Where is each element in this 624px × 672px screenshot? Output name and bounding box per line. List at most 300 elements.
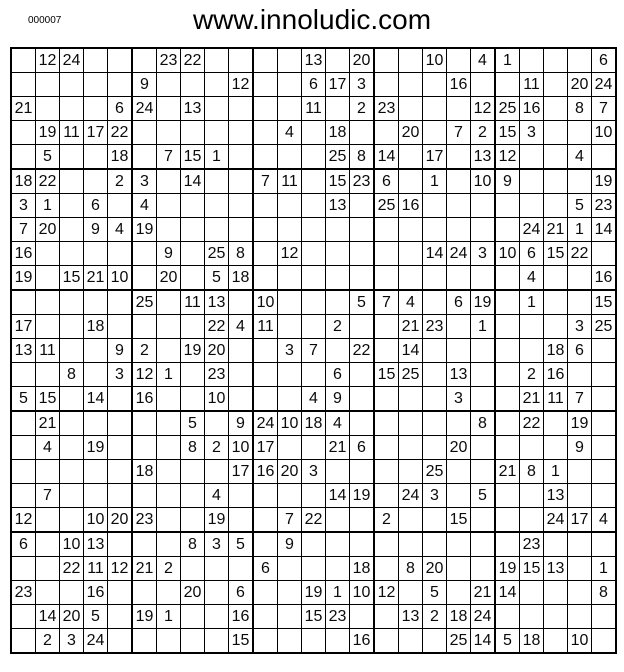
grid-cell-given: 12 — [108, 557, 133, 581]
grid-cell-empty — [278, 484, 302, 508]
grid-cell-empty — [423, 339, 447, 363]
grid-cell-given: 18 — [447, 605, 471, 629]
grid-cell-empty — [108, 411, 133, 436]
grid-cell-empty — [520, 145, 544, 170]
grid-cell-empty — [568, 290, 592, 315]
grid-cell-given: 1 — [544, 460, 568, 484]
grid-cell-empty — [253, 73, 278, 97]
grid-cell-given: 4 — [132, 194, 157, 218]
grid-cell-empty — [350, 242, 375, 266]
grid-cell-empty — [495, 532, 520, 557]
grid-row — [11, 557, 616, 581]
grid-cell-empty — [544, 145, 568, 170]
grid-cell-empty — [181, 508, 205, 533]
grid-cell-given: 10 — [592, 121, 617, 145]
grid-cell-given: 21 — [84, 266, 108, 291]
grid-cell-empty — [326, 508, 350, 533]
grid-cell-empty — [229, 290, 254, 315]
grid-cell-given: 13 — [544, 557, 568, 581]
grid-cell-empty — [568, 48, 592, 73]
grid-cell-given: 20 — [568, 73, 592, 97]
grid-row — [11, 508, 616, 533]
grid-cell-empty — [302, 169, 326, 194]
grid-cell-given: 21 — [399, 315, 423, 339]
grid-cell-empty — [36, 460, 60, 484]
grid-cell-given: 5 — [84, 605, 108, 629]
grid-cell-given: 4 — [568, 145, 592, 170]
grid-cell-empty — [132, 121, 157, 145]
grid-cell-given: 10 — [278, 411, 302, 436]
grid-cell-given: 8 — [520, 460, 544, 484]
grid-cell-empty — [568, 460, 592, 484]
grid-cell-empty — [253, 266, 278, 291]
grid-cell-given: 10 — [253, 290, 278, 315]
grid-cell-given: 2 — [423, 605, 447, 629]
grid-cell-given: 9 — [108, 339, 133, 363]
grid-cell-given: 7 — [592, 97, 617, 121]
grid-cell-given: 19 — [568, 411, 592, 436]
grid-cell-given: 18 — [326, 121, 350, 145]
grid-cell-empty — [374, 460, 399, 484]
grid-cell-empty — [399, 145, 423, 170]
grid-cell-given: 23 — [350, 169, 375, 194]
grid-cell-given: 3 — [60, 629, 84, 654]
grid-cell-given: 16 — [399, 194, 423, 218]
grid-cell-empty — [592, 460, 617, 484]
grid-cell-given: 2 — [350, 97, 375, 121]
grid-cell-empty — [11, 629, 36, 654]
grid-cell-empty — [108, 290, 133, 315]
grid-cell-empty — [447, 484, 471, 508]
grid-cell-given: 5 — [350, 290, 375, 315]
grid-cell-given: 21 — [520, 387, 544, 412]
grid-cell-given: 25 — [495, 97, 520, 121]
grid-cell-empty — [592, 242, 617, 266]
grid-cell-empty — [132, 411, 157, 436]
grid-cell-empty — [326, 242, 350, 266]
grid-cell-given: 5 — [423, 581, 447, 605]
grid-cell-empty — [11, 557, 36, 581]
grid-cell-empty — [495, 339, 520, 363]
grid-cell-empty — [253, 605, 278, 629]
grid-cell-empty — [520, 436, 544, 460]
grid-cell-empty — [181, 194, 205, 218]
grid-cell-empty — [108, 484, 133, 508]
grid-cell-empty — [447, 145, 471, 170]
grid-cell-given: 8 — [471, 411, 496, 436]
grid-cell-empty — [278, 48, 302, 73]
grid-cell-given: 7 — [302, 339, 326, 363]
grid-cell-given: 4 — [108, 218, 133, 242]
grid-cell-empty — [181, 605, 205, 629]
grid-cell-empty — [205, 605, 229, 629]
grid-cell-given: 1 — [326, 581, 350, 605]
grid-cell-given: 12 — [132, 363, 157, 387]
grid-cell-given: 3 — [278, 339, 302, 363]
grid-cell-empty — [278, 436, 302, 460]
grid-cell-empty — [423, 218, 447, 242]
grid-cell-empty — [447, 169, 471, 194]
grid-cell-given: 22 — [181, 48, 205, 73]
grid-cell-empty — [181, 242, 205, 266]
grid-cell-empty — [374, 629, 399, 654]
grid-cell-empty — [374, 242, 399, 266]
grid-cell-empty — [84, 169, 108, 194]
grid-cell-empty — [84, 242, 108, 266]
grid-cell-empty — [302, 315, 326, 339]
grid-cell-given: 3 — [108, 363, 133, 387]
grid-cell-empty — [568, 266, 592, 291]
grid-cell-empty — [302, 242, 326, 266]
grid-cell-empty — [205, 411, 229, 436]
grid-cell-empty — [60, 339, 84, 363]
grid-cell-empty — [11, 436, 36, 460]
grid-cell-empty — [108, 194, 133, 218]
grid-cell-empty — [447, 48, 471, 73]
grid-cell-given: 24 — [60, 48, 84, 73]
grid-cell-empty — [568, 605, 592, 629]
grid-cell-empty — [350, 121, 375, 145]
grid-cell-empty — [326, 290, 350, 315]
grid-cell-empty — [108, 581, 133, 605]
grid-cell-empty — [568, 484, 592, 508]
grid-cell-empty — [229, 97, 254, 121]
grid-cell-empty — [11, 121, 36, 145]
grid-cell-empty — [11, 411, 36, 436]
grid-cell-empty — [157, 436, 181, 460]
grid-cell-empty — [544, 194, 568, 218]
grid-cell-given: 4 — [36, 436, 60, 460]
grid-cell-empty — [471, 532, 496, 557]
grid-cell-given: 25 — [205, 242, 229, 266]
grid-cell-empty — [471, 460, 496, 484]
grid-row — [11, 218, 616, 242]
grid-cell-empty — [157, 484, 181, 508]
grid-cell-empty — [108, 48, 133, 73]
grid-cell-given: 19 — [36, 121, 60, 145]
grid-cell-empty — [495, 508, 520, 533]
grid-cell-given: 25 — [447, 629, 471, 654]
grid-cell-given: 4 — [326, 411, 350, 436]
grid-cell-given: 7 — [11, 218, 36, 242]
grid-cell-empty — [60, 436, 84, 460]
grid-cell-given: 16 — [253, 460, 278, 484]
grid-cell-empty — [399, 411, 423, 436]
grid-cell-empty — [278, 581, 302, 605]
grid-cell-given: 24 — [592, 73, 617, 97]
grid-cell-given: 20 — [350, 48, 375, 73]
grid-cell-given: 9 — [278, 532, 302, 557]
grid-cell-empty — [520, 484, 544, 508]
grid-cell-empty — [181, 484, 205, 508]
grid-cell-empty — [544, 48, 568, 73]
grid-cell-empty — [229, 387, 254, 412]
grid-cell-empty — [520, 315, 544, 339]
grid-cell-given: 2 — [36, 629, 60, 654]
grid-cell-given: 20 — [278, 460, 302, 484]
grid-cell-empty — [423, 97, 447, 121]
grid-cell-empty — [544, 169, 568, 194]
grid-cell-given: 4 — [205, 484, 229, 508]
grid-row — [11, 169, 616, 194]
grid-cell-empty — [278, 557, 302, 581]
grid-cell-given: 16 — [447, 73, 471, 97]
grid-cell-empty — [36, 97, 60, 121]
grid-cell-given: 13 — [11, 339, 36, 363]
grid-cell-given: 13 — [302, 48, 326, 73]
grid-cell-given: 11 — [302, 97, 326, 121]
grid-cell-empty — [447, 339, 471, 363]
puzzle-grid — [10, 47, 617, 654]
grid-cell-given: 7 — [568, 387, 592, 412]
grid-cell-empty — [495, 194, 520, 218]
grid-cell-given: 25 — [423, 460, 447, 484]
grid-cell-empty — [302, 145, 326, 170]
grid-cell-empty — [278, 315, 302, 339]
grid-cell-empty — [229, 339, 254, 363]
grid-cell-empty — [520, 169, 544, 194]
grid-cell-given: 4 — [229, 315, 254, 339]
grid-cell-empty — [60, 97, 84, 121]
grid-cell-empty — [374, 532, 399, 557]
grid-cell-given: 5 — [568, 194, 592, 218]
grid-cell-given: 6 — [374, 169, 399, 194]
grid-cell-given: 7 — [36, 484, 60, 508]
grid-cell-empty — [108, 460, 133, 484]
grid-cell-empty — [302, 121, 326, 145]
grid-cell-given: 13 — [205, 290, 229, 315]
grid-cell-empty — [592, 436, 617, 460]
grid-cell-given: 10 — [471, 169, 496, 194]
grid-cell-empty — [350, 460, 375, 484]
grid-cell-given: 19 — [471, 290, 496, 315]
grid-cell-empty — [350, 194, 375, 218]
grid-cell-empty — [423, 411, 447, 436]
grid-cell-given: 23 — [592, 194, 617, 218]
grid-cell-empty — [278, 605, 302, 629]
grid-cell-empty — [399, 532, 423, 557]
grid-cell-empty — [374, 605, 399, 629]
grid-cell-given: 24 — [132, 97, 157, 121]
grid-cell-given: 4 — [520, 266, 544, 291]
grid-cell-given: 14 — [374, 145, 399, 170]
grid-cell-empty — [108, 315, 133, 339]
grid-cell-given: 3 — [350, 73, 375, 97]
grid-cell-empty — [326, 557, 350, 581]
grid-cell-empty — [374, 315, 399, 339]
grid-cell-given: 14 — [181, 169, 205, 194]
grid-cell-empty — [84, 290, 108, 315]
grid-cell-empty — [471, 73, 496, 97]
grid-cell-empty — [278, 363, 302, 387]
grid-cell-given: 22 — [60, 557, 84, 581]
grid-cell-given: 14 — [84, 387, 108, 412]
grid-cell-empty — [84, 363, 108, 387]
grid-cell-empty — [157, 339, 181, 363]
grid-cell-given: 13 — [181, 97, 205, 121]
grid-cell-empty — [471, 194, 496, 218]
grid-cell-empty — [84, 73, 108, 97]
grid-cell-given: 16 — [84, 581, 108, 605]
grid-cell-empty — [132, 48, 157, 73]
grid-cell-empty — [181, 460, 205, 484]
grid-cell-given: 20 — [447, 436, 471, 460]
grid-cell-given: 13 — [84, 532, 108, 557]
grid-cell-empty — [423, 290, 447, 315]
grid-cell-given: 15 — [229, 629, 254, 654]
grid-cell-given: 2 — [471, 121, 496, 145]
grid-cell-given: 13 — [399, 605, 423, 629]
grid-cell-given: 22 — [302, 508, 326, 533]
grid-cell-given: 2 — [374, 508, 399, 533]
grid-cell-given: 23 — [205, 363, 229, 387]
grid-cell-given: 6 — [229, 581, 254, 605]
grid-cell-empty — [544, 121, 568, 145]
grid-cell-empty — [36, 266, 60, 291]
grid-cell-empty — [350, 363, 375, 387]
grid-row — [11, 315, 616, 339]
grid-cell-given: 14 — [326, 484, 350, 508]
grid-cell-empty — [205, 48, 229, 73]
grid-cell-empty — [350, 411, 375, 436]
grid-cell-given: 23 — [326, 605, 350, 629]
grid-cell-empty — [568, 169, 592, 194]
grid-cell-empty — [11, 48, 36, 73]
grid-cell-given: 11 — [36, 339, 60, 363]
grid-cell-empty — [544, 290, 568, 315]
grid-cell-empty — [157, 218, 181, 242]
grid-cell-given: 6 — [253, 557, 278, 581]
grid-cell-empty — [181, 315, 205, 339]
grid-cell-empty — [278, 194, 302, 218]
grid-cell-empty — [132, 242, 157, 266]
grid-cell-given: 17 — [423, 145, 447, 170]
grid-cell-given: 9 — [568, 436, 592, 460]
grid-cell-given: 13 — [544, 484, 568, 508]
grid-cell-given: 23 — [11, 581, 36, 605]
grid-cell-empty — [84, 411, 108, 436]
grid-cell-given: 19 — [11, 266, 36, 291]
grid-cell-empty — [374, 121, 399, 145]
grid-cell-given: 19 — [205, 508, 229, 533]
grid-cell-empty — [11, 73, 36, 97]
grid-cell-empty — [60, 411, 84, 436]
grid-cell-given: 13 — [447, 363, 471, 387]
grid-cell-given: 10 — [108, 266, 133, 291]
puzzle-number: 000007 — [28, 15, 62, 26]
grid-cell-given: 24 — [253, 411, 278, 436]
grid-cell-given: 21 — [495, 460, 520, 484]
grid-cell-empty — [350, 508, 375, 533]
grid-cell-empty — [399, 387, 423, 412]
grid-cell-given: 1 — [495, 48, 520, 73]
grid-cell-given: 24 — [471, 605, 496, 629]
grid-cell-empty — [592, 532, 617, 557]
grid-cell-given: 6 — [326, 363, 350, 387]
grid-cell-given: 9 — [132, 73, 157, 97]
grid-row — [11, 242, 616, 266]
grid-row — [11, 605, 616, 629]
grid-cell-empty — [108, 242, 133, 266]
grid-cell-empty — [592, 145, 617, 170]
grid-cell-given: 12 — [11, 508, 36, 533]
grid-cell-empty — [374, 73, 399, 97]
grid-cell-empty — [60, 460, 84, 484]
grid-cell-empty — [157, 315, 181, 339]
grid-cell-given: 19 — [495, 557, 520, 581]
grid-cell-empty — [447, 315, 471, 339]
grid-cell-empty — [520, 194, 544, 218]
grid-cell-given: 22 — [520, 411, 544, 436]
grid-cell-empty — [60, 290, 84, 315]
grid-cell-given: 18 — [229, 266, 254, 291]
grid-cell-given: 8 — [568, 97, 592, 121]
grid-cell-empty — [205, 97, 229, 121]
grid-cell-empty — [253, 48, 278, 73]
grid-cell-given: 25 — [132, 290, 157, 315]
grid-cell-given: 9 — [229, 411, 254, 436]
grid-cell-given: 22 — [205, 315, 229, 339]
grid-cell-given: 23 — [520, 532, 544, 557]
grid-cell-empty — [253, 145, 278, 170]
grid-cell-empty — [132, 266, 157, 291]
grid-cell-given: 5 — [229, 532, 254, 557]
grid-cell-given: 17 — [84, 121, 108, 145]
grid-cell-empty — [423, 363, 447, 387]
grid-cell-empty — [157, 508, 181, 533]
grid-cell-empty — [229, 508, 254, 533]
grid-cell-given: 11 — [278, 169, 302, 194]
grid-cell-empty — [302, 363, 326, 387]
grid-cell-given: 6 — [108, 97, 133, 121]
grid-cell-given: 15 — [592, 290, 617, 315]
grid-cell-given: 4 — [302, 387, 326, 412]
grid-cell-empty — [157, 411, 181, 436]
grid-cell-given: 15 — [374, 363, 399, 387]
grid-cell-given: 12 — [471, 97, 496, 121]
grid-cell-given: 1 — [423, 169, 447, 194]
grid-cell-empty — [132, 436, 157, 460]
grid-row — [11, 121, 616, 145]
grid-row — [11, 97, 616, 121]
grid-cell-given: 8 — [399, 557, 423, 581]
grid-cell-given: 15 — [326, 169, 350, 194]
grid-cell-empty — [399, 48, 423, 73]
grid-cell-given: 1 — [520, 290, 544, 315]
grid-row — [11, 363, 616, 387]
grid-cell-given: 19 — [592, 169, 617, 194]
grid-cell-given: 20 — [36, 218, 60, 242]
grid-cell-given: 17 — [326, 73, 350, 97]
grid-cell-given: 10 — [60, 532, 84, 557]
grid-cell-given: 14 — [423, 242, 447, 266]
grid-cell-empty — [326, 532, 350, 557]
grid-cell-empty — [447, 266, 471, 291]
grid-cell-given: 17 — [568, 508, 592, 533]
grid-cell-empty — [36, 532, 60, 557]
grid-cell-empty — [157, 194, 181, 218]
grid-cell-given: 2 — [108, 169, 133, 194]
grid-cell-empty — [302, 436, 326, 460]
grid-cell-empty — [495, 387, 520, 412]
grid-cell-empty — [181, 629, 205, 654]
grid-cell-given: 21 — [36, 411, 60, 436]
grid-cell-empty — [132, 532, 157, 557]
grid-cell-empty — [544, 97, 568, 121]
grid-cell-given: 5 — [11, 387, 36, 412]
grid-cell-empty — [278, 387, 302, 412]
grid-cell-empty — [278, 290, 302, 315]
